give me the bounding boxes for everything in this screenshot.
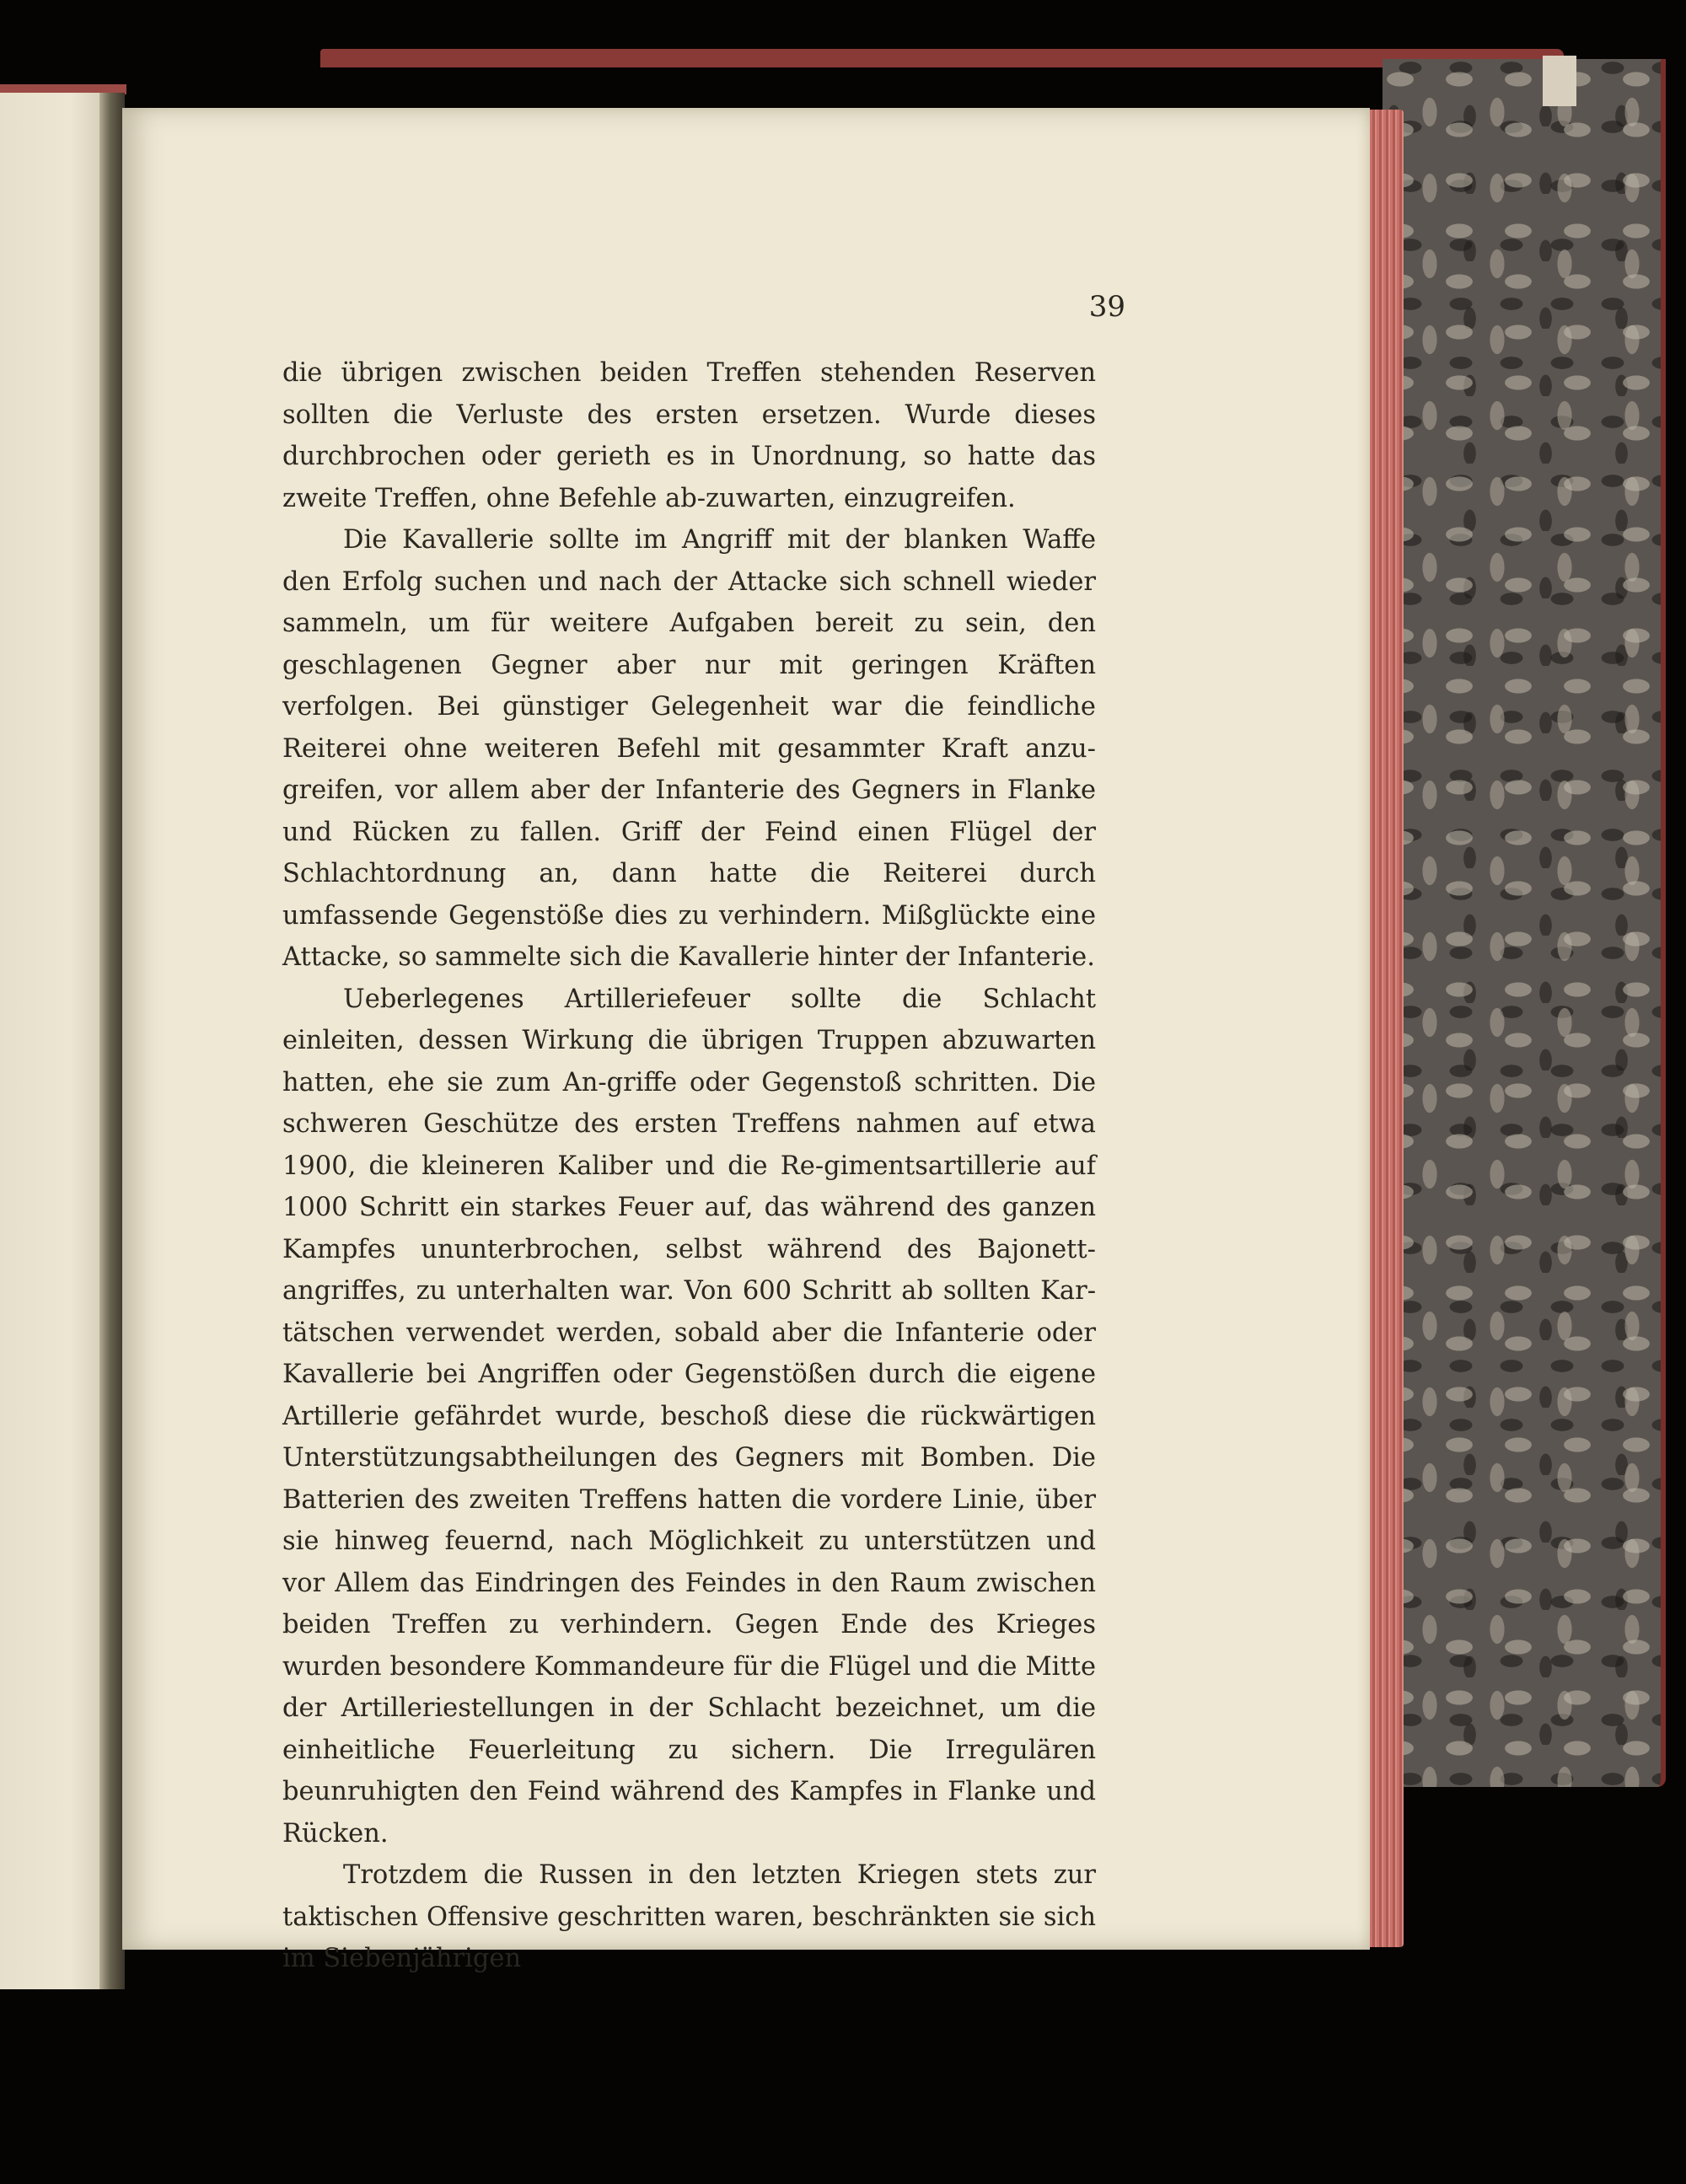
paragraph: Die Kavallerie sollte im Angriff mit der blanken Waffe den Erfolg suchen und nach der Attacke sich schnell wieder sammeln, um für weitere Aufgaben bereit zu sein, den geschlagenen Gegner aber nur mit geringen Kräften verfolgen. Bei günstiger Gelegenheit war die feindliche Reiterei ohne weiteren Befehl mit gesammter Kraft anzu-greifen, vor allem aber der Infanterie des Gegners in Flanke und Rücken zu fallen. Griff der Feind einen Flügel der Schlachtordnung an, dann hatte die Reiterei durch umfassende Gegenstöße dies zu verhindern. Mißglückte eine Attacke, so sammelte sich die Kavallerie hinter der Infanterie. — [282, 525, 1096, 972]
page-number: 39 — [1088, 290, 1125, 324]
paragraph: Trotzdem die Russen in den letzten Kriegen stets zur taktischen Offensive geschritten waren, beschränkten sie sich im Siebenjährigen — [282, 1860, 1096, 1973]
paragraph: Ueberlegenes Artilleriefeuer sollte die Schlacht einleiten, dessen Wirkung die übrigen Truppen abzuwarten hatten, ehe sie zum An-griffe oder Gegenstoß schritten. Die schweren Geschütze des ersten Treffens nahmen auf etwa 1900, die kleineren Kaliber und die Re-gimentsartillerie auf 1000 Schritt ein starkes Feuer auf, das während des ganzen Kampfes ununterbrochen, selbst während des Bajonett-angriffes, zu unterhalten war. Von 600 Schritt ab sollten Kar-tätschen verwendet werden, sobald aber die Infanterie oder Kavallerie bei Angriffen oder Gegenstößen durch die eigene Artillerie gefährdet wurde, beschoß diese die rückwärtigen Unterstützungsabtheilungen des Gegners mit Bomben. Die Batterien des zweiten Treffens hatten die vordere Linie, über sie hinweg feuernd, nach Möglichkeit zu unterstützen und vor Allem das Eindringen des Feindes in den Raum zwischen beiden Treffen zu verhindern. Gegen Ende des Krieges wurden besondere Kommandeure für die Flügel und die Mitte der Artilleriestellungen in der Schlacht bezeichnet, um die einheitliche Feuerleitung zu sichern. Die Irregulären beunruhigten den Feind während des Kampfes in Flanke und Rücken. — [282, 984, 1096, 1849]
left-page — [0, 93, 101, 1989]
book-cover-pattern — [1383, 59, 1666, 1787]
book-cover-corner — [1543, 56, 1576, 106]
body-text — [282, 352, 1096, 1980]
book-gutter — [99, 93, 125, 1989]
paragraph: die übrigen zwischen beiden Treffen stehenden Reserven sollten die Verluste des ersten ersetzen. Wurde dieses durchbrochen oder gerieth es in Unordnung, so hatte das zweite Treffen, ohne Befehle ab-zuwarten, einzugreifen. — [282, 358, 1096, 513]
book-cover-top-edge — [320, 49, 1564, 67]
page-edges — [1370, 110, 1404, 1947]
